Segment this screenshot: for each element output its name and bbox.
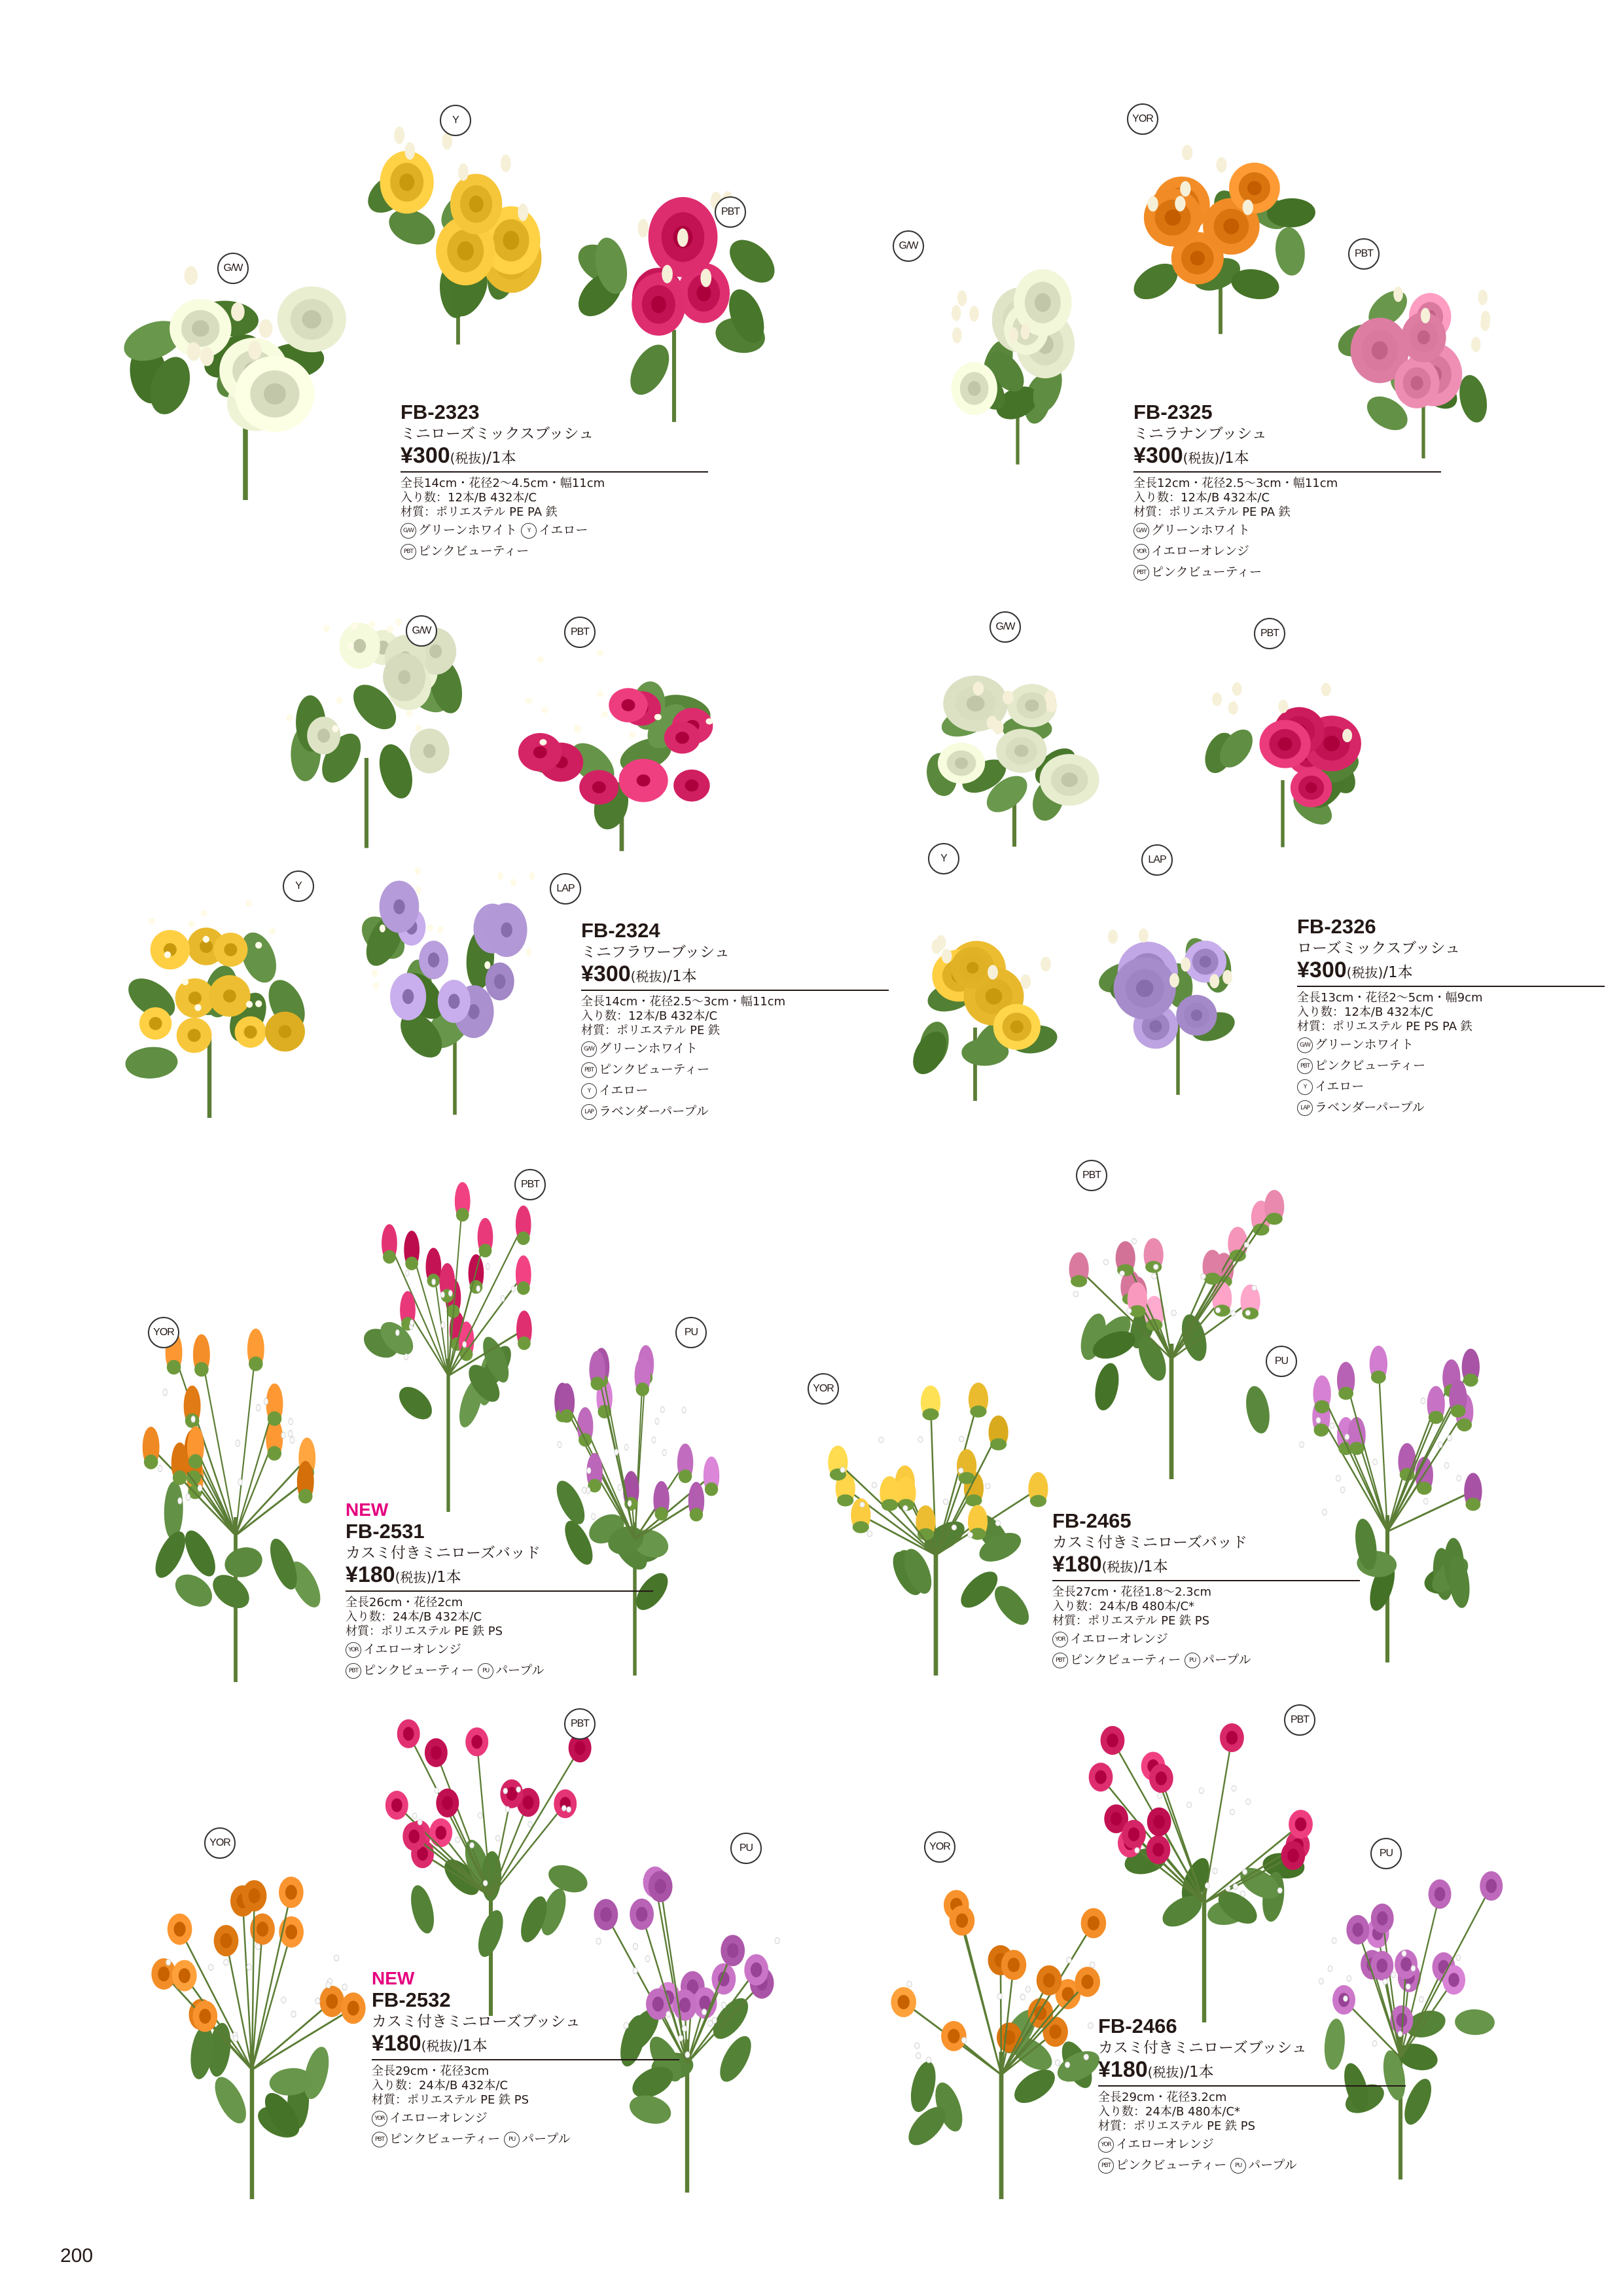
product-name: カスミ付きミニローズブッシュ [1098,2039,1307,2056]
price [1052,1552,1360,1581]
spec-material: 材質：ポリエステル PE 鉄 [581,1024,721,1037]
tag-fb2326-y: Y [928,843,959,874]
color-variants [346,1660,653,1681]
spec-material: 材質：ポリエステル PE PA 鉄 [1133,505,1291,519]
tag-fb2323-gw: G/W [217,253,249,284]
product-code: FB-2531 [346,1520,425,1543]
color-code: G/W [1133,523,1149,539]
color-name: ピンクビューティー [1151,565,1262,579]
color-name: ピンクビューティー [418,544,529,558]
color-variant [581,1101,889,1122]
price-unit: /1本 [1184,2064,1214,2081]
spec-material: 材質：ポリエステル PE PA 鉄 [401,505,558,519]
color-variant [581,1038,889,1059]
tag-fb2465-pu: PU [1266,1346,1297,1377]
tag-fb2465-yor: YOR [808,1373,839,1405]
tag-fb2324-lap: LAP [550,873,581,905]
color-code: PU [1185,1653,1200,1668]
color-variant [1052,1628,1360,1649]
product-fb2532 [372,1969,679,2149]
tag-fb2465-pbt: PBT [1076,1160,1107,1191]
tag-fb2532-pu: PU [730,1833,762,1864]
tag-fb2324-pbt: PBT [564,617,596,648]
price-value: ¥300 [1297,958,1347,982]
color-variant [1133,520,1441,541]
product-fb2466 [1098,2015,1406,2176]
tag-fb2532-pbt: PBT [564,1708,596,1740]
fb2324-lap-image [340,838,569,1139]
color-variant [372,2108,679,2128]
fb2326-pbt-image [1171,655,1394,864]
color-variant [346,1639,653,1660]
product-code: FB-2324 [581,919,660,942]
color-name: ピンクビューティー [1116,2158,1227,2172]
color-variant [1133,541,1441,562]
color-variant [1297,1076,1605,1097]
spec-size: 全長26cm・花径2cm [346,1596,463,1609]
color-name: グリーンホワイト [1315,1037,1414,1052]
price-value: ¥180 [372,2031,421,2056]
price [401,444,708,473]
price-value: ¥180 [346,1562,395,1587]
price [372,2032,679,2060]
color-name: ラベンダーパープル [599,1104,709,1119]
price-unit: /1本 [431,1569,461,1586]
color-code: PBT [1052,1653,1068,1668]
color-variant [1133,562,1441,583]
color-code: Y [1297,1079,1313,1095]
tag-fb2531-yor: YOR [148,1317,179,1348]
color-code: PU [504,2132,520,2147]
product-fb2325 [1133,401,1441,583]
color-name: イエロー [599,1083,649,1098]
color-name: グリーンホワイト [418,523,518,537]
product-fb2324 [581,919,889,1122]
product-code: FB-2325 [1133,401,1213,423]
color-variants [401,541,708,562]
tag-fb2324-gw: G/W [406,615,437,647]
color-code: PBT [346,1663,361,1679]
fb2326-gw-image [890,648,1139,864]
fb2324-gw-image [242,589,491,870]
price [1133,444,1441,473]
spec-quantity: 入り数：24本/B 480本/C* [1098,2105,1241,2119]
color-name: パープル [495,1663,544,1677]
price-unit: /1本 [1219,450,1249,467]
spec-size: 全長13cm・花径2〜5cm・幅9cm [1297,991,1483,1005]
tag-fb2326-lap: LAP [1141,844,1173,876]
price-unit: /1本 [486,450,516,467]
tag-fb2466-pu: PU [1370,1838,1402,1869]
tax-note: (税抜) [395,1570,432,1585]
color-variant [581,1080,889,1101]
product-code: FB-2323 [401,401,480,423]
product-name: カスミ付きミニローズバッド [346,1545,541,1562]
fb2324-y-image [79,877,340,1139]
color-name: ピンクビューティー [599,1062,710,1077]
tax-note: (税抜) [1147,2064,1185,2080]
color-code: YOR [372,2111,387,2126]
tax-note: (税抜) [630,969,668,984]
color-name: パープル [1248,2158,1297,2172]
color-code: PBT [1297,1058,1313,1074]
color-variants [1052,1649,1360,1670]
tax-note: (税抜) [421,2038,458,2054]
new-badge: NEW [346,1499,389,1520]
page-number: 200 [60,2245,94,2267]
price-unit: /1本 [457,2037,488,2054]
color-name: グリーンホワイト [599,1041,698,1056]
color-code: G/W [401,523,416,539]
fb2325-yor-image [1099,111,1342,353]
tag-fb2326-gw: G/W [990,611,1021,643]
color-code: G/W [581,1041,597,1057]
product-name: カスミ付きミニローズバッド [1052,1534,1247,1551]
tag-fb2325-gw: G/W [893,230,924,262]
tag-fb2323-y: Y [440,105,471,136]
spec-size: 全長27cm・花径1.8〜2.3cm [1052,1585,1212,1599]
color-name: イエローオレンジ [1116,2137,1214,2151]
color-variant [1297,1055,1605,1076]
spec-quantity: 入り数：24本/B 432本/C [372,2079,508,2092]
color-variants [401,520,708,541]
spec-quantity: 入り数：24本/B 480本/C* [1052,1600,1195,1613]
color-code: PU [1230,2158,1246,2174]
fb2532-yor-image [118,1859,386,2199]
color-variant [1297,1034,1605,1055]
product-fb2326 [1297,915,1605,1118]
price-value: ¥300 [581,961,631,986]
price [1297,958,1605,987]
product-code: FB-2326 [1297,915,1376,938]
color-name: イエロー [539,523,588,537]
new-badge: NEW [372,1968,415,1988]
product-name: ローズミックスブッシュ [1297,940,1461,957]
color-code: Y [581,1083,597,1099]
product-code: FB-2466 [1098,2015,1177,2037]
fb2465-yor-image [798,1374,1073,1676]
color-code: LAP [1297,1100,1313,1116]
spec-size: 全長12cm・花径2.5〜3cm・幅11cm [1133,476,1338,490]
price-value: ¥180 [1098,2057,1148,2082]
spec-size: 全長29cm・花径3cm [372,2064,490,2078]
spec-quantity: 入り数：12本/B 432本/C [1133,491,1270,505]
price-value: ¥180 [1052,1552,1102,1577]
product-name: ミニラナンブッシュ [1133,425,1267,442]
price-unit: /1本 [1138,1558,1168,1575]
color-code: PBT [372,2132,387,2147]
color-name: ピンクビューティー [1315,1058,1426,1073]
color-name: イエローオレンジ [389,2111,488,2125]
product-name: カスミ付きミニローズブッシュ [372,2013,580,2030]
color-variant [1098,2134,1406,2155]
spec-material: 材質：ポリエステル PE 鉄 PS [346,1624,503,1638]
spec-material: 材質：ポリエステル PE 鉄 PS [372,2093,529,2107]
product-fb2323 [401,401,708,562]
color-name: イエローオレンジ [1070,1632,1168,1646]
spec-size: 全長14cm・花径2.5〜3cm・幅11cm [581,995,786,1009]
color-code: Y [521,523,537,539]
tax-note: (税抜) [1101,1559,1139,1575]
tax-note: (税抜) [1346,965,1383,980]
product-name: ミニフラワーブッシュ [581,944,730,961]
price [1098,2058,1406,2087]
color-name: グリーンホワイト [1151,523,1251,537]
color-code: PBT [1098,2158,1114,2174]
color-variant [1297,1097,1605,1118]
color-code: YOR [1133,544,1149,560]
product-code: FB-2465 [1052,1509,1132,1532]
product-code: FB-2532 [372,1988,451,2011]
spec-size: 全長14cm・花径2〜4.5cm・幅11cm [401,476,605,490]
fb2324-pbt-image [484,628,759,870]
price [581,962,889,991]
tag-fb2326-pbt: PBT [1254,618,1285,649]
color-code: PBT [401,544,416,560]
product-fb2531 [346,1500,653,1681]
spec-quantity: 入り数：24本/B 432本/C [346,1610,482,1624]
color-code: PBT [581,1062,597,1078]
spec-size: 全長29cm・花径3.2cm [1098,2090,1227,2104]
price-unit: /1本 [1383,964,1413,981]
color-variant [581,1059,889,1080]
tag-fb2532-yor: YOR [204,1827,236,1859]
tag-fb2466-yor: YOR [924,1831,955,1863]
color-name: イエローオレンジ [1151,544,1249,558]
fb2325-gw-image [910,236,1126,484]
tag-fb2325-pbt: PBT [1348,238,1380,270]
color-variants [1098,2155,1406,2176]
product-name: ミニローズミックスブッシュ [401,425,594,442]
color-code: PBT [1133,565,1149,581]
color-code: G/W [1297,1037,1313,1053]
color-name: パープル [1202,1653,1251,1667]
color-name: イエロー [1315,1079,1364,1094]
product-fb2465 [1052,1509,1360,1670]
color-name: イエローオレンジ [363,1642,461,1657]
spec-quantity: 入り数：12本/B 432本/C [401,491,537,505]
spec-material: 材質：ポリエステル PE 鉄 PS [1098,2119,1256,2133]
price [346,1563,653,1592]
color-name: ピンクビューティー [1070,1653,1181,1667]
color-variants [372,2128,679,2149]
spec-material: 材質：ポリエステル PE PS PA 鉄 [1297,1020,1472,1033]
tag-fb2531-pu: PU [675,1317,707,1348]
price-unit: /1本 [667,968,697,985]
tax-note: (税抜) [450,450,487,466]
price-value: ¥300 [1133,443,1183,468]
color-code: YOR [1098,2137,1114,2153]
color-name: ピンクビューティー [363,1663,474,1677]
color-name: パープル [522,2132,571,2146]
tag-fb2325-yor: YOR [1127,103,1158,135]
color-code: YOR [1052,1632,1068,1647]
fb2326-lap-image [1067,890,1289,1113]
color-name: ラベンダーパープル [1315,1100,1425,1115]
tag-fb2466-pbt: PBT [1284,1704,1315,1736]
spec-quantity: 入り数：12本/B 432本/C [581,1009,718,1023]
fb2326-y-image [857,890,1093,1119]
spec-quantity: 入り数：12本/B 432本/C [1297,1005,1434,1019]
tag-fb2324-y: Y [283,870,314,902]
spec-material: 材質：ポリエステル PE 鉄 PS [1052,1614,1210,1628]
color-code: LAP [581,1104,597,1120]
color-name: ピンクビューティー [389,2132,501,2146]
price-value: ¥300 [401,443,450,468]
fb2531-yor-image [118,1316,353,1682]
color-code: YOR [346,1642,361,1658]
color-code: PU [478,1663,493,1679]
tag-fb2531-pbt: PBT [514,1169,546,1200]
tax-note: (税抜) [1183,450,1220,466]
tag-fb2323-pbt: PBT [715,196,746,228]
